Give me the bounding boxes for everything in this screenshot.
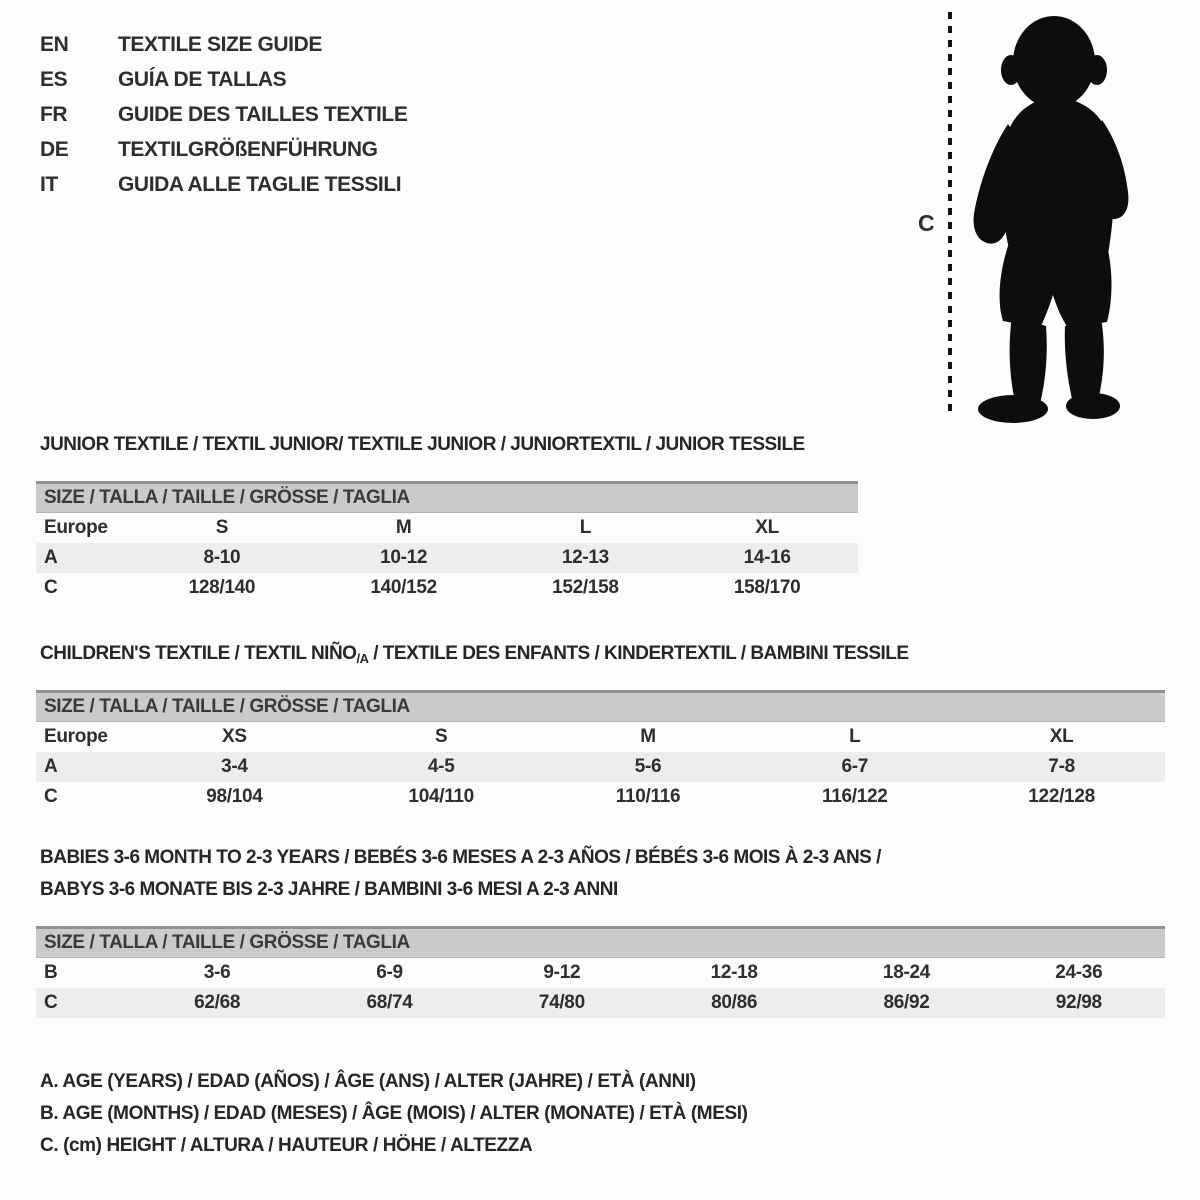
row-label: B <box>44 962 58 983</box>
list-item <box>40 62 407 97</box>
table-cell: 152/158 <box>552 577 619 598</box>
babies-title-line1: BABIES 3-6 MONTH TO 2-3 YEARS / BEBÉS 3-6 MESES A 2-3 AÑOS / BÉBÉS 3-6 MOIS À 2-3 ANS / <box>40 847 881 868</box>
babies-size-table <box>36 926 1165 1018</box>
table-cell: S <box>215 517 229 538</box>
table-cell: 14-16 <box>743 547 791 568</box>
table-cell: 62/68 <box>194 992 241 1013</box>
table-cell: 92/98 <box>1055 992 1102 1013</box>
table-row <box>36 513 858 543</box>
row-label: A <box>44 756 58 777</box>
legend-line-b: B. AGE (MONTHS) / EDAD (MESES) / ÂGE (MOIS) / ALTER (MONATE) / ETÀ (MESI) <box>40 1103 748 1124</box>
row-label: Europe <box>44 517 108 538</box>
language-title: GUÍA DE TALLAS <box>118 68 287 91</box>
table-cell: 86/92 <box>883 992 930 1013</box>
measure-legend <box>40 1066 748 1162</box>
table-cell: 8-10 <box>203 547 241 568</box>
table-row <box>36 543 858 573</box>
language-title: GUIDE DES TAILLES TEXTILE <box>118 103 408 126</box>
table-header: SIZE / TALLA / TAILLE / GRÖSSE / TAGLIA <box>36 926 1165 958</box>
table-cell: 12-13 <box>561 547 609 568</box>
table-cell: 140/152 <box>370 577 437 598</box>
table-cell: 74/80 <box>538 992 585 1013</box>
list-item <box>40 167 407 202</box>
table-cell: 9-12 <box>543 962 581 983</box>
table-cell: XS <box>222 726 247 747</box>
junior-section-title: JUNIOR TEXTILE / TEXTIL JUNIOR/ TEXTILE JUNIOR / JUNIORTEXTIL / JUNIOR TESSILE <box>40 434 805 455</box>
table-cell: 116/122 <box>822 786 888 807</box>
table-cell: 104/110 <box>408 786 474 807</box>
children-section-title <box>40 643 909 666</box>
table-cell: 68/74 <box>366 992 413 1013</box>
list-item <box>40 97 407 132</box>
language-title: TEXTILE SIZE GUIDE <box>118 33 322 56</box>
table-cell: 98/104 <box>206 786 263 807</box>
measure-c-label: C <box>918 210 935 236</box>
language-code: EN <box>40 33 69 56</box>
table-cell: L <box>579 517 592 538</box>
toddler-silhouette-icon <box>960 6 1144 428</box>
table-row <box>36 722 1165 752</box>
table-cell: S <box>435 726 448 747</box>
table-cell: 18-24 <box>882 962 931 983</box>
children-title-sub: /A <box>356 651 369 666</box>
row-label: A <box>44 547 58 568</box>
table-row <box>36 573 858 603</box>
table-cell: M <box>640 726 656 747</box>
table-row <box>36 988 1165 1018</box>
legend-line-c: C. (cm) HEIGHT / ALTURA / HAUTEUR / HÖHE / ALTEZZA <box>40 1135 533 1156</box>
row-label: C <box>44 786 58 807</box>
table-cell: 122/128 <box>1028 786 1095 807</box>
row-label: C <box>44 577 58 598</box>
row-label: Europe <box>44 726 108 747</box>
junior-size-table <box>36 481 858 603</box>
table-cell: 4-5 <box>427 756 455 777</box>
children-size-table <box>36 690 1165 812</box>
table-cell: 7-8 <box>1048 756 1075 777</box>
table-cell: 5-6 <box>634 756 662 777</box>
table-cell: 158/170 <box>733 577 801 598</box>
table-cell: XL <box>1049 726 1074 747</box>
table-cell: XL <box>755 517 779 538</box>
language-code: FR <box>40 103 68 126</box>
list-item <box>40 27 407 62</box>
legend-line-a: A. AGE (YEARS) / EDAD (AÑOS) / ÂGE (ANS) / ALTER (JAHRE) / ETÀ (ANNI) <box>40 1071 696 1092</box>
table-cell: 80/86 <box>711 992 758 1013</box>
babies-section-title <box>40 842 881 906</box>
row-label: C <box>44 992 58 1013</box>
table-cell: M <box>395 517 412 538</box>
table-row <box>36 752 1165 782</box>
table-header: SIZE / TALLA / TAILLE / GRÖSSE / TAGLIA <box>36 481 858 513</box>
height-measure-figure <box>900 0 1162 440</box>
table-cell: 110/116 <box>615 786 681 807</box>
language-code: ES <box>40 68 68 91</box>
table-cell: 128/140 <box>188 577 256 598</box>
table-cell: 12-18 <box>710 962 758 983</box>
table-row <box>36 782 1165 812</box>
language-title: GUIDA ALLE TAGLIE TESSILI <box>118 173 402 196</box>
language-code: IT <box>40 173 58 196</box>
list-item <box>40 132 407 167</box>
table-cell: L <box>849 726 861 747</box>
children-title-text-after: / TEXTILE DES ENFANTS / KINDERTEXTIL / BAMBINI TESSILE <box>368 643 909 664</box>
table-cell: 24-36 <box>1055 962 1103 983</box>
table-cell: 6-7 <box>841 756 869 777</box>
babies-title-line2: BABYS 3-6 MONATE BIS 2-3 JAHRE / BAMBINI 3-6 MESI A 2-3 ANNI <box>40 879 618 900</box>
table-cell: 3-6 <box>203 962 231 983</box>
table-cell: 3-4 <box>221 756 248 777</box>
language-title-list <box>40 27 407 202</box>
height-dashed-line-icon <box>946 12 954 418</box>
table-header: SIZE / TALLA / TAILLE / GRÖSSE / TAGLIA <box>36 690 1165 722</box>
table-row <box>36 958 1165 988</box>
children-title-text: CHILDREN'S TEXTILE / TEXTIL NIÑO <box>40 643 357 664</box>
table-cell: 10-12 <box>380 547 428 568</box>
language-code: DE <box>40 138 69 161</box>
table-cell: 6-9 <box>376 962 403 983</box>
language-title: TEXTILGRÖßENFÜHRUNG <box>118 138 378 161</box>
